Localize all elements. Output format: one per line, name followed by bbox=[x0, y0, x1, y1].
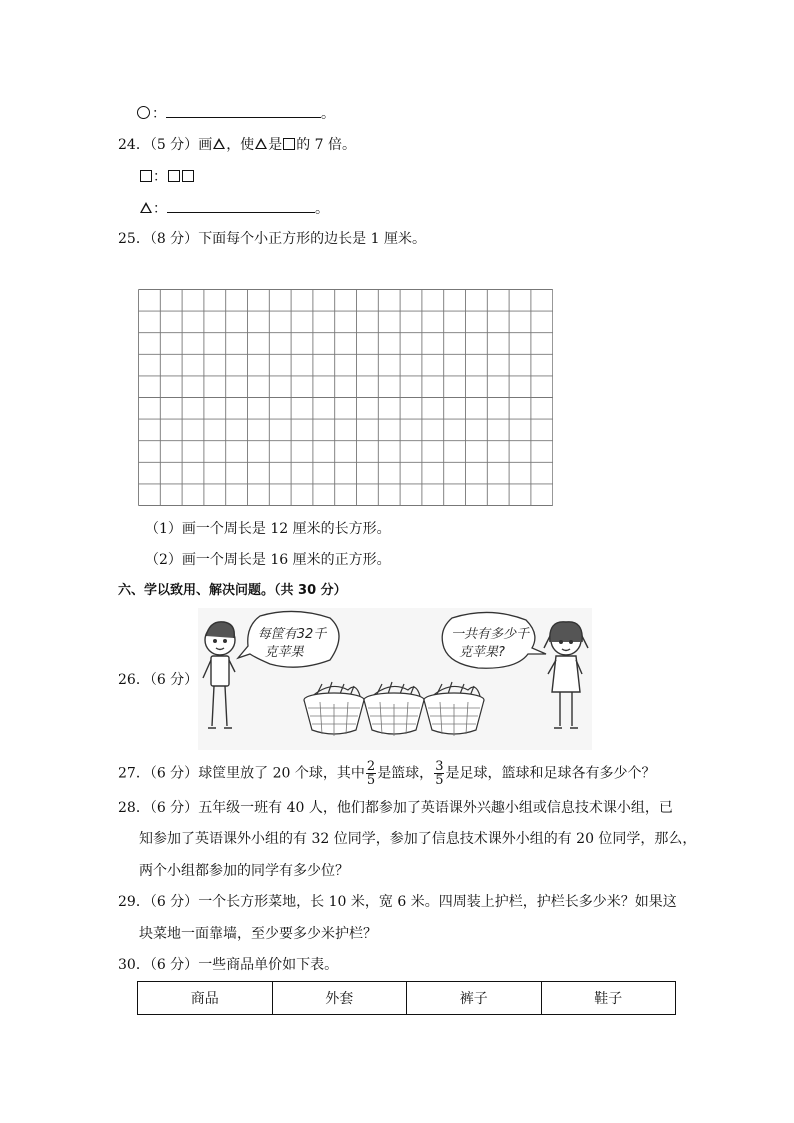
q25-number: 25． bbox=[118, 231, 150, 247]
q27-text-c: 是足球，篮球和足球各有多少个？ bbox=[445, 765, 656, 782]
q27-score: （6 分） bbox=[149, 765, 199, 782]
bubble-right-line1: 一共有多少千 bbox=[450, 627, 530, 642]
fraction-two-fifths bbox=[366, 760, 376, 787]
q24-text-c: 是 bbox=[268, 137, 283, 153]
apple-baskets-illustration bbox=[198, 608, 592, 750]
q24-given-prefix: ： bbox=[153, 169, 167, 185]
fraction-numerator: 3 bbox=[435, 759, 444, 774]
q26-score: （6 分） bbox=[149, 672, 199, 688]
q25-text: 下面每个小正方形的边长是 1 厘米。 bbox=[198, 231, 426, 247]
q25-sub2: （2）画一个周长是 16 厘米的正方形。 bbox=[145, 552, 391, 568]
q23-suffix: 。 bbox=[321, 106, 335, 122]
triangle-icon bbox=[213, 138, 225, 149]
q29-line2: 块菜地一面靠墙，至少要多少米护栏？ bbox=[139, 926, 377, 942]
bubble-left-line1: 每筐有32千 bbox=[257, 627, 327, 642]
q26-number: 26． bbox=[118, 672, 150, 688]
q25-question bbox=[118, 229, 426, 249]
q24-answer-line bbox=[139, 198, 329, 219]
q24-answer-suffix: 。 bbox=[315, 201, 329, 217]
q27-number: 27． bbox=[118, 765, 150, 782]
q29-number: 29． bbox=[118, 894, 150, 910]
q30-number: 30． bbox=[118, 957, 150, 973]
q27-text-b: 是篮球， bbox=[377, 765, 434, 782]
triangle-icon bbox=[255, 138, 267, 149]
q24-text-d: 的 7 倍。 bbox=[296, 137, 356, 153]
table-header-cell: 商品 bbox=[138, 982, 273, 1015]
q23-prefix: ： bbox=[152, 106, 166, 122]
q27-question bbox=[118, 760, 655, 787]
q29-line1 bbox=[118, 892, 677, 912]
q30-score: （6 分） bbox=[149, 957, 199, 973]
table-header-cell: 鞋子 bbox=[541, 982, 676, 1015]
q24-number: 24． bbox=[118, 137, 150, 153]
q24-score: （5 分） bbox=[149, 137, 199, 153]
q30-text: 一些商品单价如下表。 bbox=[198, 957, 339, 973]
q24-question bbox=[118, 135, 356, 155]
q24-given-line bbox=[139, 167, 195, 187]
q24-answer-prefix: ： bbox=[153, 201, 167, 217]
q25-sub1: （1）画一个周长是 12 厘米的长方形。 bbox=[145, 521, 391, 537]
q26-question bbox=[118, 670, 198, 690]
q30-question bbox=[118, 955, 338, 975]
q28-line3: 两个小组都参加的同学有多少位？ bbox=[139, 863, 349, 879]
answer-blank[interactable] bbox=[167, 198, 315, 213]
table-header-cell: 外套 bbox=[272, 982, 407, 1015]
square-grid[interactable] bbox=[138, 289, 553, 507]
price-table bbox=[137, 981, 676, 1015]
table-header-row bbox=[138, 982, 676, 1015]
q28-number: 28． bbox=[118, 800, 150, 816]
fraction-three-fifths bbox=[434, 760, 444, 787]
bubble-left-line2: 克苹果 bbox=[264, 645, 304, 660]
square-icon bbox=[168, 170, 180, 182]
q29-score: （6 分） bbox=[149, 894, 199, 910]
square-icon bbox=[182, 170, 194, 182]
square-icon bbox=[283, 138, 295, 150]
q28-line1 bbox=[118, 798, 673, 818]
q27-text-a: 球筐里放了 20 个球，其中 bbox=[198, 765, 365, 782]
square-icon bbox=[140, 170, 152, 182]
q25-score: （8 分） bbox=[149, 231, 199, 247]
q24-text-b: ，使 bbox=[226, 137, 255, 153]
q29-text-1: 一个长方形菜地，长 10 米，宽 6 米。四周装上护栏，护栏长多少米？如果这 bbox=[198, 894, 677, 910]
bubble-right-line2: 克苹果? bbox=[459, 645, 505, 660]
triangle-icon bbox=[140, 202, 152, 213]
fraction-numerator: 2 bbox=[366, 759, 376, 774]
circle-icon bbox=[137, 106, 150, 119]
q28-score: （6 分） bbox=[149, 800, 199, 816]
q24-text-a: 画 bbox=[198, 137, 213, 153]
q23-answer-line bbox=[137, 103, 335, 124]
section-6-title: 六、学以致用、解决问题。（共 30 分） bbox=[118, 583, 347, 598]
answer-blank[interactable] bbox=[166, 103, 321, 118]
table-header-cell: 裤子 bbox=[407, 982, 542, 1015]
q28-line2: 知参加了英语课外小组的有 32 位同学，参加了信息技术课外小组的有 20 位同学，那么， bbox=[139, 831, 697, 847]
fraction-denominator: 5 bbox=[435, 773, 444, 788]
fraction-denominator: 5 bbox=[366, 773, 376, 788]
q28-text-1: 五年级一班有 40 人，他们都参加了英语课外兴趣小组或信息技术课小组，已 bbox=[198, 800, 673, 816]
